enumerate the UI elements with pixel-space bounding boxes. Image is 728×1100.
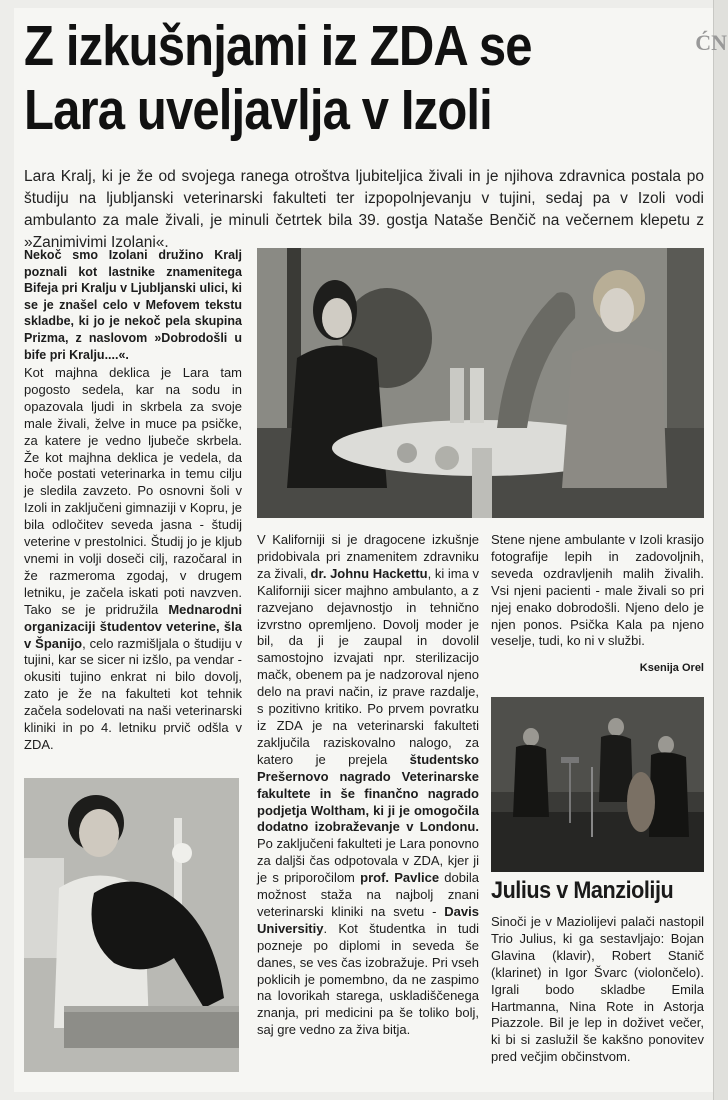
- lead-paragraph: Lara Kralj, ki je že od svojega ranega otroštva ljubiteljica živali in je njihova zdravnica postala po študiju na ljubljanski veterinarski fakulteti ter izpopolnjevanju v tujini, sedaj pa v Izoli vodi ambulanto za male živali, je minuli četrtek bila 39. gostja Nataše Benčič na večernem klepetu z »Zanimivimi Izolani«.: [24, 168, 704, 251]
- column-3-text: Stene njene ambulante v Izoli krasijo fotografije lepih in zadovoljnih, seveda ozdravljenih malih živalih. Vsi njeni pacienti - male živali so pri njej enako dobrodošli. Njeno delo je njen ponos. Psička Kala pa njeno veselje, tudi, ko ni v službi.: [491, 532, 704, 649]
- col1-part-c: , celo razmišljala o študiju v tujini, kar se sicer ni izšlo, pa vendar - okusiti tujino enkrat ni bilo dovolj, zato je že na fakulteti kot tehnik začela sodelovati na naši veterinarski kliniki in po 4. letniku prvič odšla v ZDA.: [24, 635, 242, 752]
- intro-paragraph: Nekoč smo Izolani družino Kralj poznali kot lastnike znamenitega Bifeja pri Kralju v Ljubljanski ulici, ki se je znašel celo v Mefovem tekstu skladbe, ki jo je nekoč pela skupina Prizma, z naslovom »Dobrodošli u bife pri Kralju....«.: [24, 248, 242, 362]
- column-2-text: [257, 532, 479, 1039]
- col2-part-h: Davis Universitiy: [257, 903, 479, 936]
- sidebar-title: Julius v Manzioliju: [491, 877, 674, 904]
- col1-part-a: Kot majhna deklica je Lara tam pogosto sedela, kar na sodu in opazovala ljudi in skrbela za svoje male živali, želve in muce pa psičke, za katere je vedno ljubeče skrbela. Že kot majhna deklica je vedela, da hoče postati veterinarka in temu cilju je sledila zavzeto. Po osnovni šoli v Izoli in zaključeni gimnaziji v Kopru, je bila odločitev seveda jasna - študij veterine v prestolnici. Študij jo je kljub vnemi in volji doseči cilj, razočaral in že razmeroma zgodaj, v drugem letniku, je začela iskati poti navzven. Tako se je pridružila: [24, 365, 242, 617]
- edge-text: ĆN: [695, 30, 727, 55]
- col2-part-g: dobila možnost staža na najbolj znani veterinarski kliniki na svetu -: [257, 870, 479, 919]
- col2-part-f: prof. Pavlice: [360, 870, 440, 886]
- headline-line2: Lara uveljavlja v Izoli: [24, 78, 492, 142]
- headline-line1: Z izkušnjami iz ZDA se: [24, 14, 532, 78]
- interview-photo: [257, 248, 704, 518]
- concert-photo: [491, 697, 704, 872]
- column-1-text: [24, 365, 242, 754]
- col2-part-i: . Kot študentka in tudi pozneje po diplomi in seveda še danes, se ves čas izobražuje. Pri vseh poklicih je pomembno, da ne zaspimo na lovorikah starega, uskladiščenega znanja, pri medicini pa še toliko bolj, saj gre vedno za živa bitja.: [257, 920, 479, 1038]
- col2-part-d: študentsko Prešernovo nagrado Veterinarske fakultete in še finančno nagrado podjetja Woltham, ki ji je omogočila dodatno izobraževanje v Londonu.: [257, 751, 479, 835]
- col1-part-b: Mednarodni organizaciji študentov veterine, šla v Španijo: [24, 601, 242, 651]
- sidebar-text: Sinoči je v Maziolijevi palači nastopil Trio Julius, ki ga sestavljajo: Bojan Glavina (klavir), Robert Stanič (klarinet) in Igor Švarc (violončelo). Igrali bodo skladbe Emila Hartmanna, Nina Rote in Astorja Piazzole. Bil je lep in doživet večer, ki bi si zaslužil še kakšno ponovitev pred večjim občinstvom.: [491, 914, 704, 1065]
- vet-with-dog-photo: [24, 778, 239, 1072]
- col2-part-c: , ki ima v Kaliforniji sicer majhno ambulanto, a z razvejano dejavnostjo in tehnično izvrstno opremljeno. Dovolj moder je bil, da ji je zaupal in dovolil samostojno izvajati npr. sterilizacijo mačk, obenem pa je nadzoroval njeno delo na pravi način, iz prave razdalje, s pozitivno kritiko. Po prvem povratku iz ZDA je na veterinarski fakulteti zaključila raziskovalno nalogo, za katero je prejela: [257, 565, 479, 767]
- col2-part-e: Po zaključeni fakulteti je Lara ponovno za daljši čas odpotovala v ZDA, kjer ji je s priporočilom: [257, 836, 479, 886]
- adjacent-page-edge: [695, 0, 728, 1100]
- col2-part-b: dr. Johnu Hackettu: [310, 565, 428, 581]
- col2-part-a: V Kaliforniji si je dragocene izkušnje pridobivala pri znamenitem zdravniku za živali,: [257, 532, 479, 581]
- author-byline: Ksenija Orel: [639, 662, 704, 674]
- headline: [24, 14, 609, 142]
